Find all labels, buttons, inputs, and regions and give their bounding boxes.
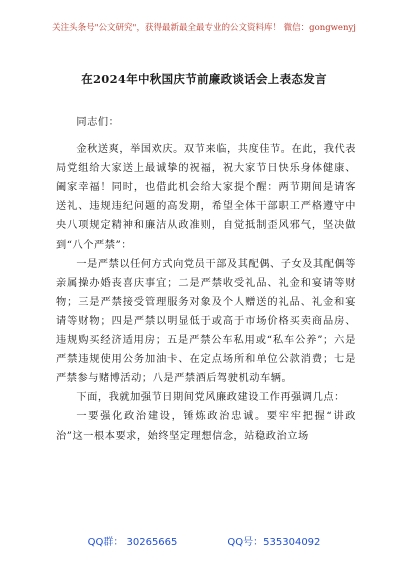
footer-qq-group: QQ群： 30265665 — [87, 537, 178, 548]
salutation: 同志们： — [76, 117, 120, 128]
paragraph-2: 一是严禁以任何方式向党员干部及其配偶、子女及其配偶等亲属操办婚丧喜庆事宜；二是严禁收受礼品、礼金和宴请等财物；三是严禁接受管理服务对象及个人赠送的礼品、礼金和宴请等财物；四是严禁以明显低于或高于市场价格买卖商品房、违规购买经济适用房；五是严禁公车私用或“私车公养”；六是严禁违规使用公务加油卡、在定点场所和单位公款消费；七是严禁参与赌博活动；八是严禁酒后驾驶机动车辆。 — [56, 258, 356, 385]
document-body — [56, 113, 356, 446]
header-banner: 关注头条号"公文研究"，获得最新最全最专业的公文资料库！ 微信：gongwenyj — [52, 23, 356, 33]
document-title: 在2024年中秋国庆节前廉政谈话会上表态发言 — [81, 72, 327, 86]
paragraph-1: 金秋送爽，举国欢庆。双节来临，共度佳节。在此，我代表局党组给大家送上最诚挚的祝福，祝大家节日快乐身体健康、阖家幸福！同时，也借此机会给大家提个醒：两节期间是请客送礼、违规违纪问题的高发期，希望全体干部职工严格遵守中央八项规定精神和廉洁从政准则，自觉抵制歪风邪气，坚决做到“八个严禁”： — [56, 144, 356, 251]
paragraph-4: 一要强化政治建设，锤炼政治忠诚。要牢牢把握“讲政治”这一根本要求，始终坚定理想信念，站稳政治立场 — [56, 411, 356, 442]
paragraph-3: 下面，我就加强节日期间党风廉政建设工作再强调几点： — [76, 392, 345, 404]
footer-qq-number: QQ号：535304092 — [227, 537, 321, 548]
footer — [0, 533, 408, 548]
